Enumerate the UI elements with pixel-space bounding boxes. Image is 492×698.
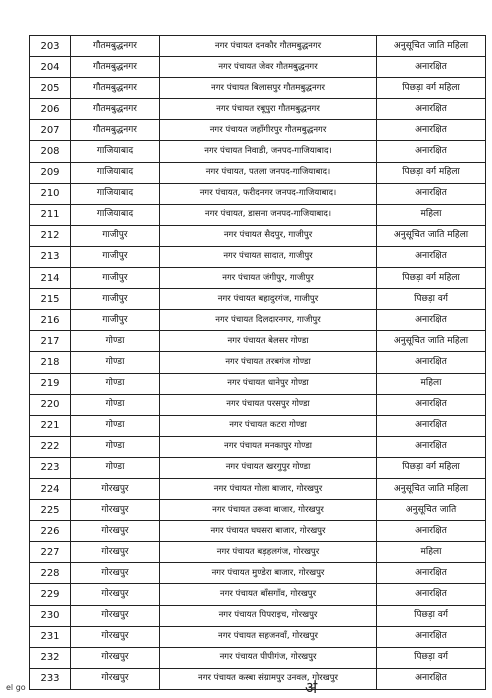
- reservation-category-cell: अनारक्षित: [377, 310, 486, 331]
- reservation-category-cell: अनारक्षित: [377, 436, 486, 457]
- nagar-panchayat-cell: नगर पंचायत धानेपुर गोण्डा: [160, 373, 377, 394]
- reservation-category-cell: अनुसूचित जाति महिला: [377, 331, 486, 352]
- reservation-category-cell: अनारक्षित: [377, 563, 486, 584]
- reservation-category-cell: अनारक्षित: [377, 352, 486, 373]
- nagar-panchayat-cell: नगर पंचायत बेलसर गोण्डा: [160, 331, 377, 352]
- district-cell: गाजियाबाद: [71, 183, 160, 204]
- reservation-category-cell: अनुसूचित जाति महिला: [377, 478, 486, 499]
- nagar-panchayat-cell: नगर पंचायत मनकापुर गोण्डा: [160, 436, 377, 457]
- district-cell: गोरखपुर: [71, 542, 160, 563]
- reservation-category-cell: अनारक्षित: [377, 99, 486, 120]
- table-row: [30, 36, 486, 57]
- reservation-category-cell: पिछड़ा वर्ग: [377, 289, 486, 310]
- table-row: [30, 225, 486, 246]
- district-cell: गाजीपुर: [71, 310, 160, 331]
- table-row: [30, 415, 486, 436]
- serial-number-cell: 219: [30, 373, 71, 394]
- nagar-panchayat-cell: नगर पंचायत पीपीगंज, गोरखपुर: [160, 647, 377, 668]
- district-cell: गोरखपुर: [71, 500, 160, 521]
- nagar-panchayat-cell: नगर पंचायत कस्बा संग्रामपुर उनवल, गोरखपुर: [160, 668, 377, 689]
- reservation-category-cell: अनारक्षित: [377, 584, 486, 605]
- table-row: [30, 605, 486, 626]
- district-cell: गोण्डा: [71, 331, 160, 352]
- serial-number-cell: 222: [30, 436, 71, 457]
- district-cell: गौतमबुद्धनगर: [71, 120, 160, 141]
- serial-number-cell: 213: [30, 246, 71, 267]
- serial-number-cell: 214: [30, 268, 71, 289]
- serial-number-cell: 232: [30, 647, 71, 668]
- serial-number-cell: 204: [30, 57, 71, 78]
- serial-number-cell: 217: [30, 331, 71, 352]
- nagar-panchayat-cell: नगर पंचायत बाँसगाँव, गोरखपुर: [160, 584, 377, 605]
- district-cell: गोरखपुर: [71, 668, 160, 689]
- signature-mark: ॳ: [305, 678, 318, 697]
- district-cell: गौतमबुद्धनगर: [71, 36, 160, 57]
- nagar-panchayat-cell: नगर पंचायत गोला बाजार, गोरखपुर: [160, 478, 377, 499]
- serial-number-cell: 212: [30, 225, 71, 246]
- reservation-category-cell: अनारक्षित: [377, 521, 486, 542]
- reservation-category-cell: पिछड़ा वर्ग महिला: [377, 268, 486, 289]
- reservation-category-cell: महिला: [377, 204, 486, 225]
- table-row: [30, 478, 486, 499]
- district-cell: गोरखपुर: [71, 563, 160, 584]
- nagar-panchayat-cell: नगर पंचायत जेवर गौतमबुद्धनगर: [160, 57, 377, 78]
- nagar-panchayat-cell: नगर पंचायत तरबगंज गोण्डा: [160, 352, 377, 373]
- table-row: [30, 289, 486, 310]
- district-cell: गाजियाबाद: [71, 141, 160, 162]
- reservation-category-cell: पिछड़ा वर्ग महिला: [377, 78, 486, 99]
- table-row: [30, 246, 486, 267]
- table-row: [30, 394, 486, 415]
- district-cell: गाजीपुर: [71, 289, 160, 310]
- serial-number-cell: 208: [30, 141, 71, 162]
- serial-number-cell: 220: [30, 394, 71, 415]
- table-row: [30, 563, 486, 584]
- nagar-panchayat-cell: नगर पंचायत जंगीपुर, गाजीपुर: [160, 268, 377, 289]
- nagar-panchayat-cell: नगर पंचायत मुण्डेरा बाजार, गोरखपुर: [160, 563, 377, 584]
- table-row: [30, 457, 486, 478]
- footer-label: el go: [6, 683, 26, 692]
- reservation-category-cell: अनारक्षित: [377, 626, 486, 647]
- district-cell: गाजीपुर: [71, 268, 160, 289]
- district-cell: गाजियाबाद: [71, 162, 160, 183]
- reservation-category-cell: अनारक्षित: [377, 246, 486, 267]
- serial-number-cell: 221: [30, 415, 71, 436]
- serial-number-cell: 224: [30, 478, 71, 499]
- table-row: [30, 436, 486, 457]
- reservation-category-cell: अनारक्षित: [377, 183, 486, 204]
- reservation-category-cell: अनुसूचित जाति: [377, 500, 486, 521]
- reservation-category-cell: अनुसूचित जाति महिला: [377, 225, 486, 246]
- serial-number-cell: 228: [30, 563, 71, 584]
- reservation-category-cell: अनारक्षित: [377, 415, 486, 436]
- serial-number-cell: 205: [30, 78, 71, 99]
- table-row: [30, 668, 486, 689]
- serial-number-cell: 226: [30, 521, 71, 542]
- district-cell: गौतमबुद्धनगर: [71, 57, 160, 78]
- district-cell: गोण्डा: [71, 373, 160, 394]
- nagar-panchayat-cell: नगर पंचायत सादात, गाजीपुर: [160, 246, 377, 267]
- reservation-category-cell: महिला: [377, 373, 486, 394]
- serial-number-cell: 207: [30, 120, 71, 141]
- table-row: [30, 204, 486, 225]
- reservation-category-cell: महिला: [377, 542, 486, 563]
- nagar-panchayat-cell: नगर पंचायत बहादुरगंज, गाजीपुर: [160, 289, 377, 310]
- nagar-panchayat-cell: नगर पंचायत, पतला जनपद-गाजियाबाद।: [160, 162, 377, 183]
- table-row: [30, 373, 486, 394]
- serial-number-cell: 215: [30, 289, 71, 310]
- reservation-category-cell: अनारक्षित: [377, 141, 486, 162]
- district-cell: गोरखपुर: [71, 626, 160, 647]
- table-row: [30, 268, 486, 289]
- district-cell: गाजीपुर: [71, 246, 160, 267]
- table-row: [30, 183, 486, 204]
- table-row: [30, 352, 486, 373]
- reservation-category-cell: अनारक्षित: [377, 394, 486, 415]
- district-cell: गोण्डा: [71, 436, 160, 457]
- nagar-panchayat-cell: नगर पंचायत परसपुर गोण्डा: [160, 394, 377, 415]
- district-cell: गाजियाबाद: [71, 204, 160, 225]
- nagar-panchayat-cell: नगर पंचायत घघसरा बाजार, गोरखपुर: [160, 521, 377, 542]
- nagar-panchayat-cell: नगर पंचायत दिलदारनगर, गाजीपुर: [160, 310, 377, 331]
- reservation-category-cell: अनुसूचित जाति महिला: [377, 36, 486, 57]
- reservation-category-cell: पिछड़ा वर्ग महिला: [377, 162, 486, 183]
- table-row: [30, 99, 486, 120]
- serial-number-cell: 206: [30, 99, 71, 120]
- district-cell: गोण्डा: [71, 352, 160, 373]
- table-row: [30, 141, 486, 162]
- district-cell: गोरखपुर: [71, 647, 160, 668]
- reservation-category-cell: पिछड़ा वर्ग: [377, 605, 486, 626]
- nagar-panchayat-cell: नगर पंचायत कटरा गोण्डा: [160, 415, 377, 436]
- serial-number-cell: 230: [30, 605, 71, 626]
- district-cell: गोण्डा: [71, 457, 160, 478]
- district-cell: गोण्डा: [71, 415, 160, 436]
- serial-number-cell: 223: [30, 457, 71, 478]
- reservation-table: [29, 35, 486, 690]
- district-cell: गोरखपुर: [71, 478, 160, 499]
- table-row: [30, 57, 486, 78]
- nagar-panchayat-cell: नगर पंचायत सैदपुर, गाजीपुर: [160, 225, 377, 246]
- table-row: [30, 310, 486, 331]
- district-cell: गोण्डा: [71, 394, 160, 415]
- table-row: [30, 78, 486, 99]
- district-cell: गोरखपुर: [71, 521, 160, 542]
- nagar-panchayat-cell: नगर पंचायत, फरीदनगर जनपद-गाजियाबाद।: [160, 183, 377, 204]
- table-row: [30, 500, 486, 521]
- serial-number-cell: 233: [30, 668, 71, 689]
- serial-number-cell: 231: [30, 626, 71, 647]
- nagar-panchayat-cell: नगर पंचायत उरूवा बाजार, गोरखपुर: [160, 500, 377, 521]
- nagar-panchayat-cell: नगर पंचायत दनकौर गौतमबुद्धनगर: [160, 36, 377, 57]
- serial-number-cell: 203: [30, 36, 71, 57]
- reservation-category-cell: पिछड़ा वर्ग महिला: [377, 457, 486, 478]
- reservation-category-cell: अनारक्षित: [377, 120, 486, 141]
- district-cell: गोरखपुर: [71, 584, 160, 605]
- district-cell: गौतमबुद्धनगर: [71, 99, 160, 120]
- nagar-panchayat-cell: नगर पंचायत निवाडी, जनपद-गाजियाबाद।: [160, 141, 377, 162]
- serial-number-cell: 216: [30, 310, 71, 331]
- table-body: [30, 36, 486, 690]
- district-cell: गौतमबुद्धनगर: [71, 78, 160, 99]
- nagar-panchayat-cell: नगर पंचायत सहजनवाँ, गोरखपुर: [160, 626, 377, 647]
- table-row: [30, 626, 486, 647]
- district-cell: गोरखपुर: [71, 605, 160, 626]
- reservation-category-cell: अनारक्षित: [377, 57, 486, 78]
- serial-number-cell: 218: [30, 352, 71, 373]
- serial-number-cell: 209: [30, 162, 71, 183]
- serial-number-cell: 227: [30, 542, 71, 563]
- table-row: [30, 584, 486, 605]
- table-row: [30, 521, 486, 542]
- reservation-category-cell: अनारक्षित: [377, 668, 486, 689]
- serial-number-cell: 229: [30, 584, 71, 605]
- nagar-panchayat-cell: नगर पंचायत जहाँगीरपुर गौतमबुद्धनगर: [160, 120, 377, 141]
- table-row: [30, 647, 486, 668]
- nagar-panchayat-cell: नगर पंचायत बिलासपुर गौतमबुद्धनगर: [160, 78, 377, 99]
- table-row: [30, 542, 486, 563]
- table-row: [30, 162, 486, 183]
- nagar-panchayat-cell: नगर पंचायत रबूपुरा गौतमबुद्धनगर: [160, 99, 377, 120]
- district-cell: गाजीपुर: [71, 225, 160, 246]
- serial-number-cell: 211: [30, 204, 71, 225]
- nagar-panchayat-cell: नगर पंचायत, डासना जनपद-गाजियाबाद।: [160, 204, 377, 225]
- nagar-panchayat-cell: नगर पंचायत पिपराइच, गोरखपुर: [160, 605, 377, 626]
- serial-number-cell: 210: [30, 183, 71, 204]
- nagar-panchayat-cell: नगर पंचायत बड़हलगंज, गोरखपुर: [160, 542, 377, 563]
- reservation-category-cell: पिछड़ा वर्ग: [377, 647, 486, 668]
- serial-number-cell: 225: [30, 500, 71, 521]
- nagar-panchayat-cell: नगर पंचायत खरगुपुर गोण्डा: [160, 457, 377, 478]
- table-row: [30, 120, 486, 141]
- table-row: [30, 331, 486, 352]
